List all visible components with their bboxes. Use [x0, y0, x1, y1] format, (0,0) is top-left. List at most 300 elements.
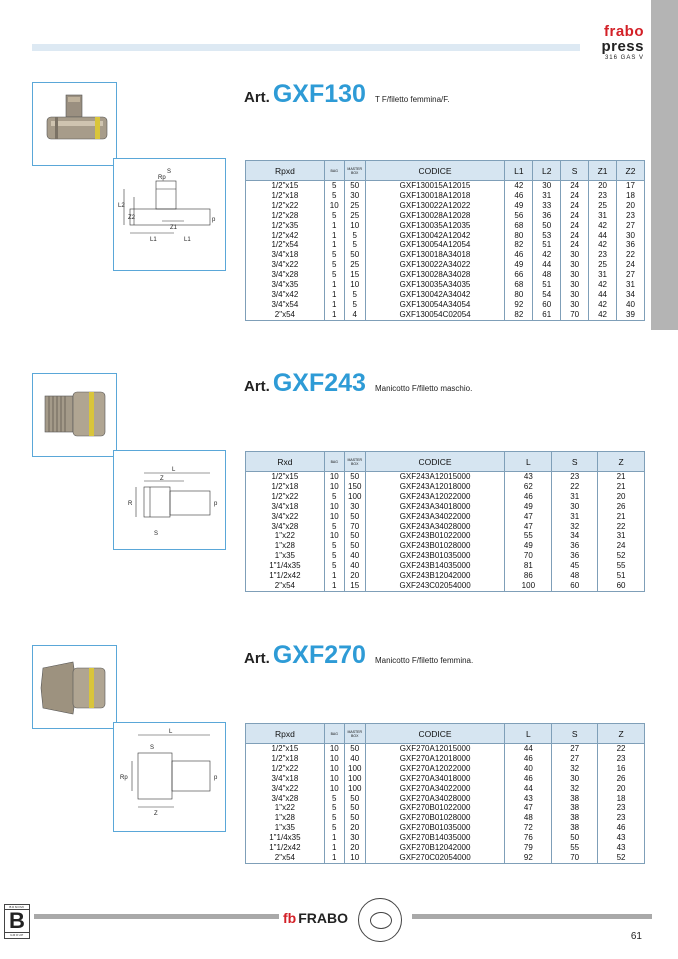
table-cell: 1 [324, 280, 344, 290]
table-cell: 24 [617, 260, 645, 270]
table-cell: GXF243A12022000 [365, 492, 505, 502]
table-row [246, 472, 645, 482]
table-cell: 3/4"x42 [246, 290, 325, 300]
drawing-label: Rp [158, 175, 166, 181]
table-cell: 62 [505, 482, 552, 492]
table-cell: 44 [533, 260, 561, 270]
table-cell: GXF270C02054000 [365, 853, 505, 863]
table-cell: 10 [324, 472, 344, 482]
table-cell: 1"x22 [246, 803, 325, 813]
table-cell: 70 [505, 551, 552, 561]
footer-bar-right [412, 914, 652, 919]
table-cell: GXF243C02054000 [365, 581, 505, 591]
table-cell: 1/2"x22 [246, 764, 325, 774]
table-cell: GXF243B01022000 [365, 531, 505, 541]
table-cell: 3/4"x22 [246, 260, 325, 270]
table-cell: 86 [505, 571, 552, 581]
table-row [246, 181, 645, 191]
table-cell: 47 [505, 803, 552, 813]
table-cell: 15 [344, 270, 365, 280]
table-cell: GXF243A34018000 [365, 502, 505, 512]
table-cell: 18 [598, 794, 645, 804]
table-cell: 1"x28 [246, 813, 325, 823]
table-cell: 1/2"x54 [246, 240, 325, 250]
table-row [246, 813, 645, 823]
table-cell: 23 [589, 250, 617, 260]
table-cell: 1/2"x42 [246, 231, 325, 241]
table-cell: 50 [344, 803, 365, 813]
table-cell: GXF270A34028000 [365, 794, 505, 804]
table-cell: 10 [344, 221, 365, 231]
table-cell: 10 [324, 764, 344, 774]
table-cell: 24 [561, 240, 589, 250]
table-cell: 10 [324, 754, 344, 764]
table-cell: 43 [505, 794, 552, 804]
table-cell: 20 [344, 823, 365, 833]
table-row [246, 843, 645, 853]
table-cell: 5 [324, 270, 344, 280]
table-cell: 3/4"x35 [246, 280, 325, 290]
table-cell: 3/4"x18 [246, 774, 325, 784]
table-cell: 1 [324, 300, 344, 310]
table-cell: GXF270A34022000 [365, 784, 505, 794]
drawing-label: Z1 [170, 225, 178, 231]
table-cell: 5 [324, 803, 344, 813]
table-cell: 60 [533, 300, 561, 310]
table-cell: 22 [617, 250, 645, 260]
col-header: Rpxd [246, 161, 325, 181]
table-cell: 40 [344, 754, 365, 764]
article-title [244, 369, 472, 398]
table-cell: GXF130042A34042 [365, 290, 505, 300]
table-cell: 24 [561, 191, 589, 201]
table-cell: GXF270B01035000 [365, 823, 505, 833]
table-cell: GXF243B01035000 [365, 551, 505, 561]
table-cell: 46 [505, 250, 533, 260]
table-cell: 3/4"x22 [246, 784, 325, 794]
col-header: Z1 [589, 161, 617, 181]
table-cell: 2"x54 [246, 853, 325, 863]
table-row [246, 482, 645, 492]
table-cell: 5 [324, 522, 344, 532]
table-cell: 16 [598, 764, 645, 774]
article-title [244, 80, 450, 109]
col-header: MASTER BOX [344, 724, 365, 744]
table-row [246, 290, 645, 300]
logo-letter: B [5, 909, 29, 933]
logo-bottom-text: GROUP [10, 933, 24, 937]
table-cell: 79 [505, 843, 552, 853]
table-cell: GXF270B14035000 [365, 833, 505, 843]
table-cell: GXF130054C02054 [365, 310, 505, 320]
table-cell: 1 [324, 843, 344, 853]
table-cell: 51 [598, 571, 645, 581]
table-cell: 1 [324, 231, 344, 241]
table-cell: 10 [324, 784, 344, 794]
table-cell: 42 [589, 240, 617, 250]
section-gxf243 [32, 369, 652, 613]
product-photo-tee [32, 82, 117, 166]
table-cell: 5 [324, 551, 344, 561]
table-cell: 31 [598, 531, 645, 541]
table-cell: GXF130054A12054 [365, 240, 505, 250]
frabo-name: FRABO [298, 910, 348, 926]
table-cell: 50 [344, 181, 365, 191]
table-row [246, 764, 645, 774]
drawing-label: Z [154, 811, 158, 817]
spec-table-gxf243 [245, 451, 645, 592]
table-cell: 1 [324, 833, 344, 843]
table-cell: 30 [561, 260, 589, 270]
certification-seal-icon [358, 898, 402, 942]
table-cell: 66 [505, 270, 533, 280]
table-cell: GXF270B12042000 [365, 843, 505, 853]
table-cell: 21 [598, 472, 645, 482]
table-cell: 42 [505, 181, 533, 191]
table-row [246, 270, 645, 280]
drawing-label: p [212, 217, 216, 223]
table-cell: GXF130018A12018 [365, 191, 505, 201]
page-number: 61 [630, 931, 642, 942]
table-cell: 92 [505, 300, 533, 310]
table-cell: 44 [589, 290, 617, 300]
table-cell: 17 [617, 181, 645, 191]
table-cell: 31 [589, 211, 617, 221]
table-cell: 1/2"x15 [246, 744, 325, 754]
table-cell: 3/4"x28 [246, 794, 325, 804]
table-cell: 23 [598, 803, 645, 813]
table-header-row [246, 452, 645, 472]
table-cell: 24 [598, 541, 645, 551]
table-cell: 80 [505, 290, 533, 300]
table-cell: 10 [344, 853, 365, 863]
table-cell: 38 [552, 813, 598, 823]
table-cell: 5 [324, 561, 344, 571]
table-cell: GXF243A34022000 [365, 512, 505, 522]
table-cell: 24 [561, 181, 589, 191]
table-cell: GXF130022A34022 [365, 260, 505, 270]
table-cell: 36 [552, 551, 598, 561]
drawing-label: p [214, 775, 218, 781]
table-cell: 20 [598, 492, 645, 502]
table-cell: 5 [324, 260, 344, 270]
table-cell: 10 [344, 280, 365, 290]
table-cell: 40 [505, 764, 552, 774]
table-row [246, 823, 645, 833]
technical-drawing-tee [113, 158, 226, 271]
drawing-label: p [214, 501, 218, 507]
table-cell: 42 [589, 310, 617, 320]
frabo-mark: fb [283, 910, 297, 926]
table-cell: 82 [505, 310, 533, 320]
table-row [246, 803, 645, 813]
table-cell: 42 [589, 221, 617, 231]
table-cell: 30 [561, 290, 589, 300]
table-cell: 46 [505, 754, 552, 764]
table-cell: 100 [344, 492, 365, 502]
table-cell: 40 [344, 561, 365, 571]
drawing-label: Rp [120, 775, 128, 781]
col-header: Rpxd [246, 724, 325, 744]
table-cell: 60 [598, 581, 645, 591]
table-cell: 21 [598, 512, 645, 522]
table-cell: 52 [598, 853, 645, 863]
table-cell: 24 [561, 201, 589, 211]
table-cell: 44 [589, 231, 617, 241]
col-header: CODICE [365, 161, 505, 181]
table-row [246, 571, 645, 581]
col-header: BAG [324, 724, 344, 744]
table-cell: 27 [552, 744, 598, 754]
table-cell: 46 [505, 774, 552, 784]
table-row [246, 561, 645, 571]
table-cell: 27 [617, 221, 645, 231]
brand-line2: press [601, 38, 644, 55]
drawing-label: Z2 [128, 215, 136, 221]
table-cell: 36 [552, 541, 598, 551]
table-cell: 1 [324, 310, 344, 320]
table-cell: 100 [344, 784, 365, 794]
section-gxf130 [32, 82, 652, 342]
article-title [244, 641, 473, 670]
table-cell: 5 [344, 231, 365, 241]
table-cell: 32 [552, 522, 598, 532]
table-cell: 30 [344, 833, 365, 843]
table-cell: 24 [561, 231, 589, 241]
drawing-label: R [128, 501, 133, 507]
table-cell: 92 [505, 853, 552, 863]
table-cell: 1/2"x18 [246, 191, 325, 201]
table-row [246, 581, 645, 591]
table-cell: 1 [324, 290, 344, 300]
table-cell: 22 [598, 522, 645, 532]
art-code: GXF243 [272, 369, 366, 397]
table-cell: GXF270B01022000 [365, 803, 505, 813]
table-cell: 50 [344, 250, 365, 260]
table-cell: 3/4"x28 [246, 270, 325, 280]
table-cell: 5 [324, 541, 344, 551]
product-photo-female-coupling [32, 645, 117, 729]
table-cell: 23 [598, 754, 645, 764]
table-cell: 44 [505, 744, 552, 754]
table-cell: 20 [589, 181, 617, 191]
table-cell: 68 [505, 221, 533, 231]
table-cell: 54 [533, 290, 561, 300]
table-cell: GXF243B01028000 [365, 541, 505, 551]
table-cell: 38 [552, 823, 598, 833]
table-cell: 46 [598, 823, 645, 833]
table-cell: 1/2"x18 [246, 482, 325, 492]
brand-logo [601, 24, 644, 61]
table-header-row [246, 161, 645, 181]
table-row [246, 250, 645, 260]
table-cell: GXF130035A34035 [365, 280, 505, 290]
table-cell: 38 [552, 794, 598, 804]
table-cell: 30 [552, 502, 598, 512]
brand-line1: frabo [604, 23, 644, 40]
table-cell: 24 [561, 211, 589, 221]
table-cell: 1 [324, 240, 344, 250]
table-cell: 5 [344, 300, 365, 310]
table-cell: 34 [617, 290, 645, 300]
table-cell: 10 [324, 201, 344, 211]
table-cell: 25 [344, 201, 365, 211]
table-row [246, 191, 645, 201]
table-cell: 100 [505, 581, 552, 591]
table-row [246, 502, 645, 512]
table-cell: 100 [344, 774, 365, 784]
art-prefix: Art. [244, 89, 270, 106]
table-cell: 30 [561, 270, 589, 280]
table-cell: 47 [505, 522, 552, 532]
art-prefix: Art. [244, 650, 270, 667]
table-cell: 1 [324, 853, 344, 863]
spec-table-gxf270 [245, 723, 645, 864]
table-cell: GXF270A34018000 [365, 774, 505, 784]
table-cell: 50 [344, 531, 365, 541]
table-cell: 10 [324, 502, 344, 512]
table-cell: 4 [344, 310, 365, 320]
table-cell: 21 [598, 482, 645, 492]
table-cell: 10 [324, 482, 344, 492]
table-cell: 24 [561, 221, 589, 231]
table-cell: 48 [552, 571, 598, 581]
table-cell: 22 [552, 482, 598, 492]
table-cell: 3/4"x22 [246, 512, 325, 522]
table-cell: 23 [598, 813, 645, 823]
table-cell: GXF270A12022000 [365, 764, 505, 774]
table-row [246, 280, 645, 290]
table-cell: 5 [324, 191, 344, 201]
table-cell: 30 [344, 191, 365, 201]
table-cell: 30 [561, 280, 589, 290]
table-cell: 45 [552, 561, 598, 571]
table-cell: 31 [589, 270, 617, 280]
table-cell: 70 [552, 853, 598, 863]
table-cell: GXF130022A12022 [365, 201, 505, 211]
table-cell: 18 [617, 191, 645, 201]
table-cell: 48 [533, 270, 561, 280]
table-cell: 10 [324, 744, 344, 754]
logo-top-text: BONOMI [9, 905, 25, 909]
table-cell: 49 [505, 260, 533, 270]
table-cell: 82 [505, 240, 533, 250]
table-cell: 31 [533, 191, 561, 201]
table-cell: 30 [533, 181, 561, 191]
table-cell: 1"1/4x35 [246, 833, 325, 843]
table-cell: 20 [344, 843, 365, 853]
table-cell: 1"1/2x42 [246, 571, 325, 581]
table-cell: 60 [552, 581, 598, 591]
table-cell: 1/2"x15 [246, 472, 325, 482]
table-header-row [246, 724, 645, 744]
table-cell: GXF130035A12035 [365, 221, 505, 231]
table-cell: 25 [589, 201, 617, 211]
table-cell: 1/2"x28 [246, 211, 325, 221]
table-cell: 43 [505, 472, 552, 482]
col-header: Z2 [617, 161, 645, 181]
table-cell: 25 [344, 260, 365, 270]
table-cell: 51 [533, 240, 561, 250]
drawing-label: S [154, 531, 159, 537]
table-cell: 50 [344, 472, 365, 482]
table-cell: 25 [344, 211, 365, 221]
table-cell: 1/2"x18 [246, 754, 325, 764]
drawing-label: S [167, 169, 172, 175]
col-header: BAG [324, 161, 344, 181]
table-row [246, 300, 645, 310]
table-cell: 2"x54 [246, 581, 325, 591]
table-cell: 23 [617, 211, 645, 221]
table-cell: 3/4"x54 [246, 300, 325, 310]
table-cell: 3/4"x18 [246, 502, 325, 512]
table-cell: GXF243B14035000 [365, 561, 505, 571]
table-cell: 1 [324, 571, 344, 581]
table-cell: 34 [552, 531, 598, 541]
table-row [246, 231, 645, 241]
table-cell: 70 [344, 522, 365, 532]
table-cell: 43 [598, 843, 645, 853]
table-cell: 76 [505, 833, 552, 843]
col-header: Z [598, 724, 645, 744]
table-cell: 49 [505, 502, 552, 512]
table-cell: 50 [344, 794, 365, 804]
table-cell: 1/2"x22 [246, 201, 325, 211]
table-cell: 2"x54 [246, 310, 325, 320]
drawing-label: L [172, 467, 176, 473]
drawing-label: L2 [118, 203, 125, 209]
table-cell: 10 [324, 531, 344, 541]
col-header: S [552, 724, 598, 744]
table-cell: 1 [324, 581, 344, 591]
table-row [246, 492, 645, 502]
table-cell: 72 [505, 823, 552, 833]
table-cell: 32 [552, 784, 598, 794]
bonomi-group-logo [4, 904, 30, 939]
product-photo-male-coupling [32, 373, 117, 457]
col-header: CODICE [365, 724, 505, 744]
table-row [246, 221, 645, 231]
table-cell: 80 [505, 231, 533, 241]
table-row [246, 541, 645, 551]
table-cell: 42 [533, 250, 561, 260]
table-cell: 36 [617, 240, 645, 250]
table-cell: 20 [598, 784, 645, 794]
table-row [246, 201, 645, 211]
table-cell: 61 [533, 310, 561, 320]
table-cell: 5 [324, 823, 344, 833]
col-header: S [552, 452, 598, 472]
table-cell: 44 [505, 784, 552, 794]
table-cell: 46 [505, 492, 552, 502]
table-cell: 51 [533, 280, 561, 290]
col-header: Z [598, 452, 645, 472]
table-cell: 23 [589, 191, 617, 201]
table-row [246, 310, 645, 320]
brand-line3: 316 GAS V [604, 55, 644, 61]
table-cell: 46 [505, 191, 533, 201]
art-code: GXF130 [272, 80, 366, 108]
col-header: MASTER BOX [344, 161, 365, 181]
table-cell: 20 [344, 571, 365, 581]
table-cell: GXF270B01028000 [365, 813, 505, 823]
table-cell: GXF270A12015000 [365, 744, 505, 754]
table-cell: 1"x28 [246, 541, 325, 551]
table-cell: 20 [617, 201, 645, 211]
art-description: T F/filetto femmina/F. [374, 95, 450, 104]
table-cell: 53 [533, 231, 561, 241]
table-cell: 30 [617, 231, 645, 241]
